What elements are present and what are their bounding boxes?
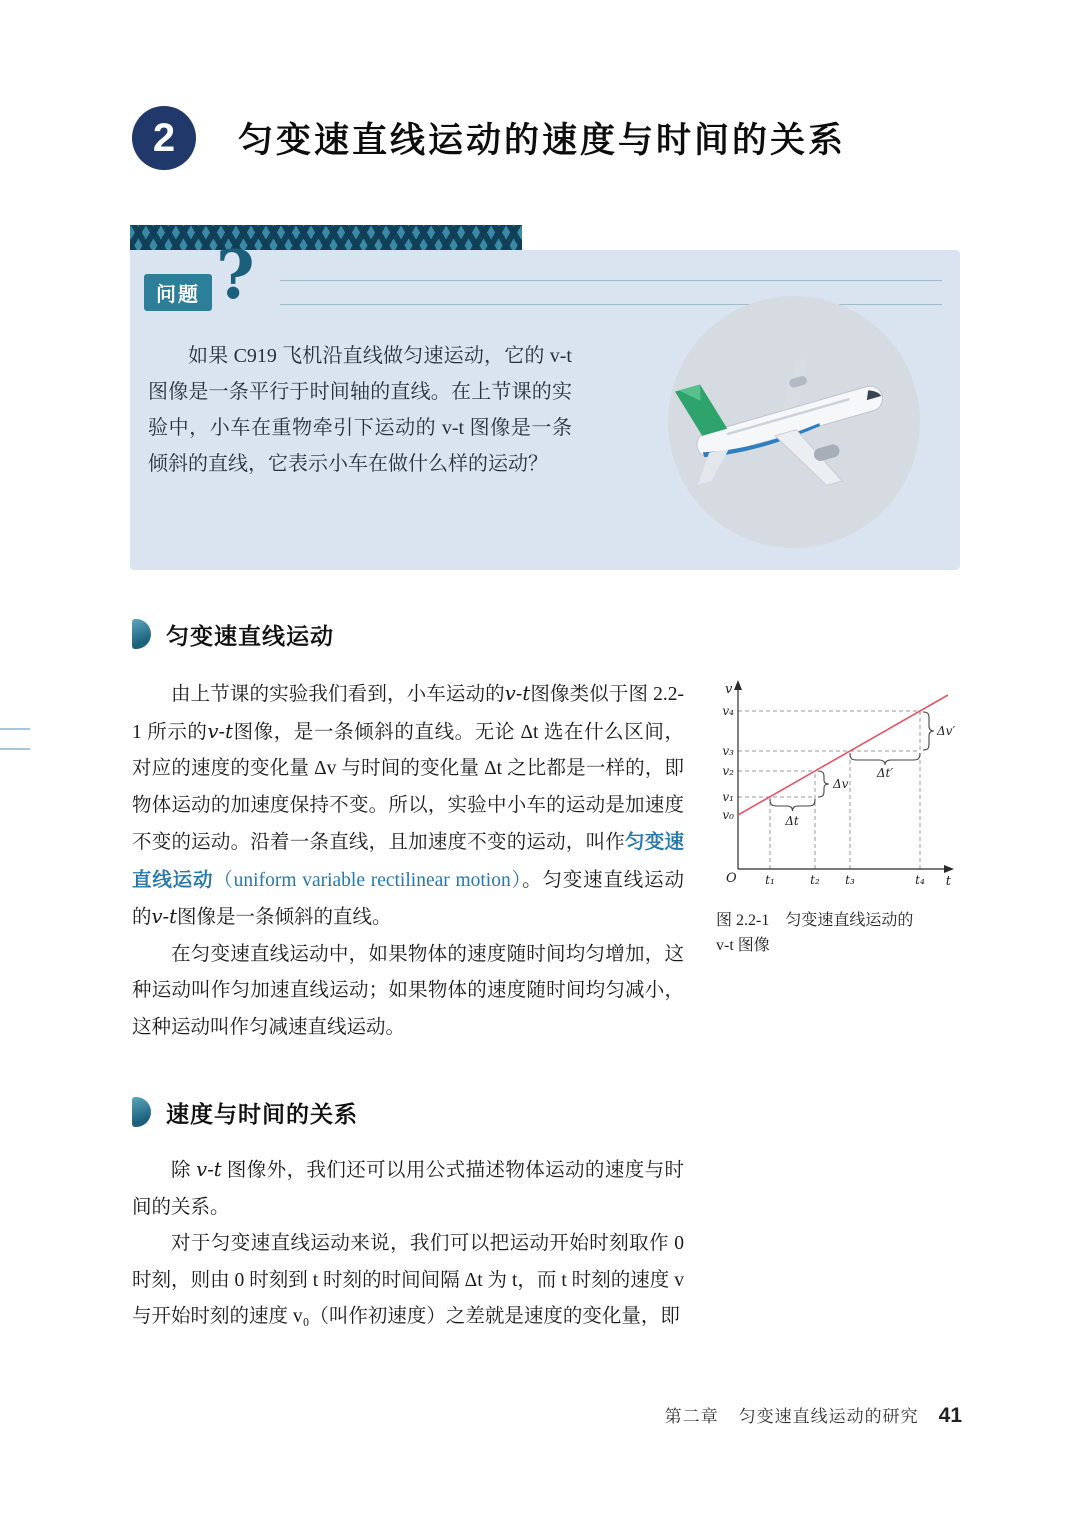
vt-variable: v-t [207,719,233,743]
key-term: 匀变速直线运动 [132,831,684,891]
section-2-body [132,1152,684,1336]
question-mark-glyph: ? [216,236,255,314]
section-heading-2 [132,1096,358,1128]
tick-t1: t₁ [765,873,775,887]
delta-t-prime-brace [850,753,920,765]
delta-t-label: Δt [785,814,799,828]
near-wing [775,421,842,495]
footer-chapter: 第二章 [664,1407,719,1426]
key-term-english: （uniform variable rectilinear motion） [213,869,523,891]
section-number-badge: 2 [132,106,196,170]
paragraph-4: 对于匀变速直线运动来说，我们可以把运动开始时刻取作 0 时刻，则由 0 时刻到 t 时刻的时间间隔 Δt 为 t，而 t 时刻的速度 v 与开始时刻的速度 v₀（叫作初速度）之差就是速度的变化量，即 [132,1233,684,1327]
tick-t3: t₃ [845,873,855,887]
vt-variable: v-t [196,1158,222,1181]
text-run: 图像，是一条倾斜的直线。无论 Δt 选在什么区间，对应的速度的变化量 Δv 与时间的变化量 Δt 之比都是一样的，即物体运动的加速度保持不变。所以，实验中小车的运动是加速度不变的运动。沿着一条直线，且加速度不变的运动，叫作 [132,721,684,853]
tick-t4: t₄ [915,873,925,887]
plane-image-circle [668,296,920,548]
x-axis-arrow [944,865,954,873]
vt-graph-figure [710,676,962,894]
tick-v3: v₃ [722,744,734,758]
delta-t-brace [770,799,815,811]
zigzag-band [130,225,522,250]
section-heading-1 [132,618,334,650]
delta-v-brace [818,771,829,797]
page-footer [665,1402,962,1428]
section-heading-2-label: 速度与时间的关系 [166,1100,358,1127]
footer-page-number: 41 [938,1404,962,1427]
delta-v-prime-brace [923,712,934,750]
near-engine [812,443,841,463]
footer-section-title: 匀变速直线运动的研究 [738,1407,919,1426]
text-run: 。匀变速直线运动的 [132,869,684,928]
airplane-illustration [668,296,920,548]
tick-v0: v₀ [722,808,734,822]
x-axis-label: t [945,874,951,889]
section-marker-icon [132,1097,151,1127]
problem-box [130,236,960,570]
paragraph-2: 在匀变速直线运动中，如果物体的速度随时间均匀增加，这种运动叫作匀加速直线运动；如果物体的速度随时间均匀减小，这种运动叫作匀减速直线运动。 [132,943,684,1038]
tick-v4: v₄ [722,704,734,718]
velocity-line [738,695,948,815]
section-heading-1-label: 匀变速直线运动 [166,622,334,649]
figure-caption-line1: 图 2.2-1 匀变速直线运动的 [716,912,914,929]
rule-line-1 [280,280,942,281]
paragraph-1 [132,676,684,937]
margin-mark [0,748,30,750]
margin-mark [0,728,30,730]
delta-v-prime-label: Δv′ [937,724,956,738]
text-run: 图像是一条倾斜的直线。 [176,907,392,928]
figure-caption [710,908,962,958]
text-run: 除 [171,1160,197,1181]
figure-2-2-1 [710,676,962,958]
section-title-row [132,106,846,170]
vt-variable: v-t [504,682,531,705]
problem-label: 问题 [144,274,212,311]
text-run: 图像类似于图 2.2-1 所示的 [132,684,684,743]
tick-t2: t₂ [810,873,820,887]
origin-label: O [726,871,737,886]
question-text: 如果 C919 飞机沿直线做匀速运动，它的 v-t 图像是一条平行于时间轴的直线。在上节课的实验中，小车在重物牵引下运动的 v-t 图像是一条倾斜的直线，它表示小车在做什么样的运动？ [148,345,572,475]
section-marker-icon [132,619,151,649]
page-title: 匀变速直线运动的速度与时间的关系 [238,121,847,160]
tick-v2: v₂ [722,764,734,778]
tick-v1: v₁ [722,790,734,804]
section-1-body [132,676,684,1046]
y-axis-arrow [734,680,742,690]
vt-variable: v-t [151,905,177,928]
paragraph-3 [132,1152,684,1226]
delta-v-label: Δv [833,777,849,791]
text-run: 由上节课的实验我们看到，小车运动的 [171,684,505,705]
y-axis-label: v [725,682,733,697]
delta-t-prime-label: Δt′ [876,766,894,780]
figure-caption-line2: v-t 图像 [716,937,770,954]
text-run: 图像外，我们还可以用公式描述物体运动的速度与时间的关系。 [132,1160,684,1218]
